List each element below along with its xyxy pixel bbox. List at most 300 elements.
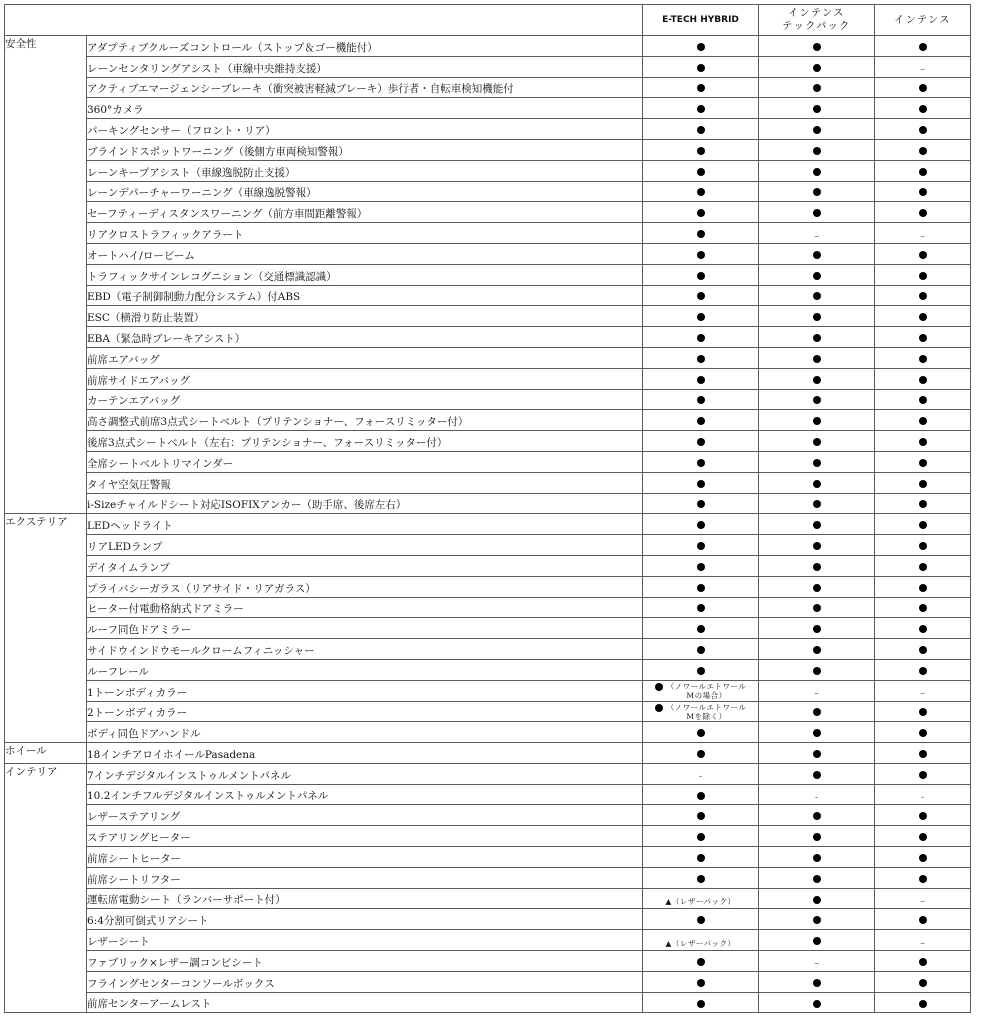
feature-cell: タイヤ空気圧警報 — [87, 472, 643, 493]
value-cell — [875, 285, 971, 306]
value-cell — [643, 347, 759, 368]
feature-cell: 前席シートヒーター — [87, 847, 643, 868]
table-row — [5, 389, 971, 410]
table-row — [5, 202, 971, 223]
value-cell — [759, 347, 875, 368]
feature-cell: 10.2インチフルデジタルインストゥルメントパネル — [87, 784, 643, 805]
table-row — [5, 56, 971, 77]
value-cell — [759, 763, 875, 784]
included-dot-icon — [919, 355, 927, 363]
feature-cell: セーフティーディスタンスワーニング（前方車間距離警報） — [87, 202, 643, 223]
table-row — [5, 847, 971, 868]
table-row — [5, 36, 971, 57]
value-note — [667, 682, 747, 700]
value-cell — [875, 992, 971, 1013]
table-row — [5, 160, 971, 181]
value-cell — [759, 223, 875, 244]
included-dot-icon — [813, 417, 821, 425]
feature-cell: ヒーター付電動格納式ドアミラー — [87, 597, 643, 618]
included-dot-icon — [919, 459, 927, 467]
included-dot-icon — [813, 251, 821, 259]
value-cell — [643, 867, 759, 888]
included-dot-icon — [813, 438, 821, 446]
table-row — [5, 493, 971, 514]
feature-cell: EBA（緊急時ブレーキアシスト） — [87, 327, 643, 348]
included-dot-icon — [813, 937, 821, 945]
included-dot-icon — [697, 875, 705, 883]
table-row — [5, 722, 971, 743]
included-dot-icon — [813, 396, 821, 404]
value-cell — [643, 805, 759, 826]
column-header-line: テックパック — [782, 21, 851, 32]
feature-cell: 1トーンボディカラー — [87, 680, 643, 701]
included-dot-icon — [697, 230, 705, 238]
value-cell — [875, 327, 971, 348]
value-cell — [759, 701, 875, 722]
included-dot-icon — [919, 625, 927, 633]
included-dot-icon — [697, 958, 705, 966]
value-cell — [643, 139, 759, 160]
value-cell — [643, 784, 759, 805]
included-dot-icon — [919, 480, 927, 488]
value-cell — [759, 722, 875, 743]
value-cell — [759, 909, 875, 930]
included-dot-icon — [919, 875, 927, 883]
value-with-note — [643, 681, 758, 700]
value-cell — [875, 181, 971, 202]
not-available-dash: - — [814, 793, 819, 804]
included-dot-icon — [813, 979, 821, 987]
feature-cell: 高さ調整式前席3点式シートベルト（プリテンショナー、フォースリミッター付） — [87, 410, 643, 431]
feature-cell: 前席サイドエアバッグ — [87, 368, 643, 389]
included-dot-icon — [697, 480, 705, 488]
value-cell — [643, 930, 759, 951]
feature-cell: アクティブエマージェンシーブレーキ（衝突被害軽減ブレーキ）歩行者・自転車検知機能付 — [87, 77, 643, 98]
value-cell — [759, 971, 875, 992]
included-dot-icon — [697, 584, 705, 592]
table-row — [5, 347, 971, 368]
table-row — [5, 763, 971, 784]
table-row — [5, 431, 971, 452]
included-dot-icon — [919, 854, 927, 862]
value-cell — [759, 451, 875, 472]
included-dot-icon — [697, 1000, 705, 1008]
value-cell — [759, 618, 875, 639]
included-dot-icon — [813, 521, 821, 529]
included-dot-icon — [919, 916, 927, 924]
table-row — [5, 618, 971, 639]
feature-cell: カーテンエアバッグ — [87, 389, 643, 410]
value-cell — [875, 347, 971, 368]
feature-cell: デイタイムランプ — [87, 555, 643, 576]
included-dot-icon — [697, 292, 705, 300]
value-cell — [643, 992, 759, 1013]
included-dot-icon — [919, 313, 927, 321]
included-dot-icon — [697, 833, 705, 841]
value-cell — [759, 264, 875, 285]
value-note — [667, 703, 747, 721]
included-dot-icon — [813, 875, 821, 883]
value-cell — [875, 722, 971, 743]
value-cell — [875, 514, 971, 535]
feature-cell: i-Sizeチャイルドシート対応ISOFIXアンカー（助手席、後席左右） — [87, 493, 643, 514]
value-cell — [643, 202, 759, 223]
included-dot-icon — [697, 521, 705, 529]
included-dot-icon — [813, 708, 821, 716]
value-cell — [875, 784, 971, 805]
table-row — [5, 472, 971, 493]
included-dot-icon — [919, 729, 927, 737]
included-dot-icon — [919, 604, 927, 612]
included-dot-icon — [919, 812, 927, 820]
value-cell — [875, 243, 971, 264]
included-dot-icon — [813, 500, 821, 508]
value-cell — [759, 951, 875, 972]
feature-cell: ボディ同色ドアハンドル — [87, 722, 643, 743]
value-cell — [875, 743, 971, 764]
feature-cell: サイドウインドウモールクロームフィニッシャー — [87, 639, 643, 660]
feature-cell: レザーシート — [87, 930, 643, 951]
feature-cell: 運転席電動シート（ランバーサポート付） — [87, 888, 643, 909]
table-row — [5, 223, 971, 244]
included-dot-icon — [697, 105, 705, 113]
included-dot-icon — [813, 750, 821, 758]
value-cell — [643, 389, 759, 410]
included-dot-icon — [813, 168, 821, 176]
value-cell — [643, 639, 759, 660]
value-cell — [875, 368, 971, 389]
not-available-dash: – — [920, 65, 925, 76]
value-cell — [643, 119, 759, 140]
value-cell — [643, 160, 759, 181]
table-body — [5, 36, 971, 1013]
value-note-line: （ノワールエトワール — [666, 682, 747, 692]
table-row — [5, 867, 971, 888]
included-dot-icon — [919, 105, 927, 113]
included-dot-icon — [697, 459, 705, 467]
value-cell — [643, 451, 759, 472]
feature-cell: 2トーンボディカラー — [87, 701, 643, 722]
value-cell — [875, 451, 971, 472]
feature-cell: リアLEDランプ — [87, 535, 643, 556]
value-cell — [759, 514, 875, 535]
included-dot-icon — [813, 355, 821, 363]
included-dot-icon — [697, 916, 705, 924]
value-cell — [643, 223, 759, 244]
value-cell — [875, 597, 971, 618]
value-cell — [643, 56, 759, 77]
included-dot-icon — [919, 168, 927, 176]
value-cell — [643, 743, 759, 764]
feature-cell: 前席シートリフター — [87, 867, 643, 888]
included-dot-icon — [697, 251, 705, 259]
value-cell — [643, 763, 759, 784]
table-row — [5, 514, 971, 535]
value-cell — [759, 784, 875, 805]
column-header: インテンス — [875, 5, 971, 36]
included-dot-icon — [813, 209, 821, 217]
value-cell — [875, 56, 971, 77]
table-row — [5, 243, 971, 264]
included-dot-icon — [813, 313, 821, 321]
included-dot-icon — [919, 251, 927, 259]
feature-cell: リアクロストラフィックアラート — [87, 223, 643, 244]
included-dot-icon — [813, 480, 821, 488]
not-available-dash: – — [814, 689, 819, 700]
value-cell — [875, 119, 971, 140]
feature-cell: 後席3点式シートベルト（左右：プリテンショナー、フォースリミッター付） — [87, 431, 643, 452]
table-row — [5, 888, 971, 909]
included-dot-icon — [919, 417, 927, 425]
category-cell: ホイール — [5, 743, 87, 764]
column-header — [759, 5, 875, 36]
included-dot-icon — [919, 272, 927, 280]
table-row — [5, 451, 971, 472]
not-available-dash: - — [920, 793, 925, 804]
value-cell — [643, 264, 759, 285]
feature-cell: 360°カメラ — [87, 98, 643, 119]
included-dot-icon — [919, 563, 927, 571]
included-dot-icon — [919, 521, 927, 529]
included-dot-icon — [813, 667, 821, 675]
value-cell — [643, 410, 759, 431]
value-cell — [759, 56, 875, 77]
included-dot-icon — [813, 812, 821, 820]
value-cell — [875, 410, 971, 431]
value-cell — [875, 139, 971, 160]
included-dot-icon — [813, 625, 821, 633]
included-dot-icon — [697, 355, 705, 363]
included-dot-icon — [697, 729, 705, 737]
value-cell — [875, 389, 971, 410]
value-cell — [759, 493, 875, 514]
value-cell — [759, 139, 875, 160]
included-dot-icon — [655, 683, 663, 691]
value-cell — [643, 493, 759, 514]
value-cell — [759, 431, 875, 452]
not-available-dash: – — [920, 689, 925, 700]
value-cell — [759, 555, 875, 576]
value-cell — [643, 431, 759, 452]
included-dot-icon — [813, 771, 821, 779]
value-cell — [875, 930, 971, 951]
included-dot-icon — [919, 147, 927, 155]
included-dot-icon — [919, 708, 927, 716]
value-cell — [759, 327, 875, 348]
included-dot-icon — [919, 1000, 927, 1008]
value-cell — [759, 639, 875, 660]
value-cell — [875, 306, 971, 327]
table-row — [5, 597, 971, 618]
included-dot-icon — [919, 584, 927, 592]
included-dot-icon — [697, 854, 705, 862]
included-dot-icon — [697, 812, 705, 820]
value-cell — [875, 36, 971, 57]
value-cell — [759, 576, 875, 597]
value-cell — [759, 389, 875, 410]
not-available-dash: – — [814, 231, 819, 242]
value-cell — [759, 285, 875, 306]
table-row — [5, 327, 971, 348]
value-cell — [759, 202, 875, 223]
value-cell — [875, 160, 971, 181]
value-cell — [759, 826, 875, 847]
feature-cell: レザーステアリング — [87, 805, 643, 826]
value-cell — [759, 243, 875, 264]
value-cell — [759, 160, 875, 181]
table-row — [5, 743, 971, 764]
feature-cell: ルーフレール — [87, 659, 643, 680]
feature-cell: トラフィックサインレコグニション（交通標識認識） — [87, 264, 643, 285]
table-row — [5, 181, 971, 202]
included-dot-icon — [813, 105, 821, 113]
value-with-note — [643, 702, 758, 721]
feature-cell: オートハイ/ロービーム — [87, 243, 643, 264]
value-cell — [759, 597, 875, 618]
value-cell — [875, 618, 971, 639]
value-cell — [643, 36, 759, 57]
value-cell — [759, 306, 875, 327]
included-dot-icon — [813, 64, 821, 72]
value-cell — [759, 659, 875, 680]
included-dot-icon — [813, 188, 821, 196]
included-dot-icon — [919, 750, 927, 758]
included-dot-icon — [697, 376, 705, 384]
value-cell — [875, 77, 971, 98]
included-dot-icon — [919, 43, 927, 51]
value-cell — [759, 867, 875, 888]
value-cell — [643, 368, 759, 389]
included-dot-icon — [813, 916, 821, 924]
feature-cell: 6:4分割可倒式リアシート — [87, 909, 643, 930]
included-dot-icon — [697, 209, 705, 217]
value-cell — [875, 472, 971, 493]
value-cell — [643, 243, 759, 264]
included-dot-icon — [919, 376, 927, 384]
table-row — [5, 639, 971, 660]
value-cell — [875, 701, 971, 722]
not-available-dash: – — [814, 959, 819, 970]
included-dot-icon — [813, 646, 821, 654]
included-dot-icon — [697, 84, 705, 92]
value-cell — [643, 680, 759, 701]
table-row — [5, 909, 971, 930]
value-cell — [643, 472, 759, 493]
feature-cell: フライングセンターコンソールボックス — [87, 971, 643, 992]
value-cell — [643, 888, 759, 909]
not-available-dash: – — [920, 897, 925, 908]
included-dot-icon — [813, 376, 821, 384]
included-dot-icon — [919, 438, 927, 446]
feature-cell: ステアリングヒーター — [87, 826, 643, 847]
included-dot-icon — [813, 833, 821, 841]
included-dot-icon — [813, 272, 821, 280]
included-dot-icon — [697, 625, 705, 633]
table-row — [5, 264, 971, 285]
value-cell — [643, 181, 759, 202]
included-dot-icon — [697, 126, 705, 134]
value-note-line: Mを除く） — [686, 711, 727, 721]
value-cell — [875, 909, 971, 930]
header-blank — [5, 5, 643, 36]
included-dot-icon — [697, 792, 705, 800]
value-cell — [643, 847, 759, 868]
value-cell — [875, 847, 971, 868]
value-cell — [875, 98, 971, 119]
feature-cell: 全席シートベルトリマインダー — [87, 451, 643, 472]
value-cell — [759, 181, 875, 202]
feature-cell: ファブリック×レザー調コンビシート — [87, 951, 643, 972]
included-dot-icon — [919, 958, 927, 966]
feature-cell: ESC（横滑り防止装置） — [87, 306, 643, 327]
value-cell — [875, 826, 971, 847]
included-dot-icon — [697, 168, 705, 176]
included-dot-icon — [813, 147, 821, 155]
column-header-line: インテンス — [788, 8, 845, 19]
table-row — [5, 659, 971, 680]
value-cell — [875, 867, 971, 888]
value-cell — [643, 659, 759, 680]
not-available-dash: – — [920, 938, 925, 949]
included-dot-icon — [697, 979, 705, 987]
value-cell — [759, 119, 875, 140]
value-cell — [643, 951, 759, 972]
table-row — [5, 951, 971, 972]
value-cell — [875, 223, 971, 244]
value-cell — [875, 535, 971, 556]
value-note-line: Mの場合） — [686, 691, 727, 701]
value-cell — [759, 368, 875, 389]
included-dot-icon — [813, 854, 821, 862]
category-cell: 安全性 — [5, 36, 87, 514]
included-dot-icon — [919, 500, 927, 508]
table-row — [5, 139, 971, 160]
included-dot-icon — [697, 438, 705, 446]
included-dot-icon — [697, 750, 705, 758]
feature-cell: 前席センターアームレスト — [87, 992, 643, 1013]
table-row — [5, 555, 971, 576]
included-dot-icon — [919, 334, 927, 342]
feature-cell: ブラインドスポットワーニング（後側方車両検知警報） — [87, 139, 643, 160]
included-dot-icon — [919, 292, 927, 300]
included-dot-icon — [697, 500, 705, 508]
value-note-line: （ノワールエトワール — [666, 702, 747, 712]
feature-cell: プライバシーガラス（リアサイド・リアガラス） — [87, 576, 643, 597]
value-cell — [643, 535, 759, 556]
value-cell — [643, 597, 759, 618]
value-cell — [759, 680, 875, 701]
value-cell — [643, 618, 759, 639]
included-dot-icon — [813, 896, 821, 904]
value-cell — [759, 36, 875, 57]
value-cell — [759, 77, 875, 98]
value-cell — [643, 327, 759, 348]
table-row — [5, 535, 971, 556]
included-dot-icon — [919, 396, 927, 404]
column-header: E-TECH HYBRID — [643, 5, 759, 36]
table-row — [5, 285, 971, 306]
value-cell — [643, 971, 759, 992]
feature-cell: LEDヘッドライト — [87, 514, 643, 535]
included-dot-icon — [813, 126, 821, 134]
spec-table — [4, 4, 971, 1013]
included-dot-icon — [697, 542, 705, 550]
included-dot-icon — [919, 771, 927, 779]
value-cell — [875, 971, 971, 992]
included-dot-icon — [813, 584, 821, 592]
included-dot-icon — [919, 188, 927, 196]
included-dot-icon — [813, 563, 821, 571]
